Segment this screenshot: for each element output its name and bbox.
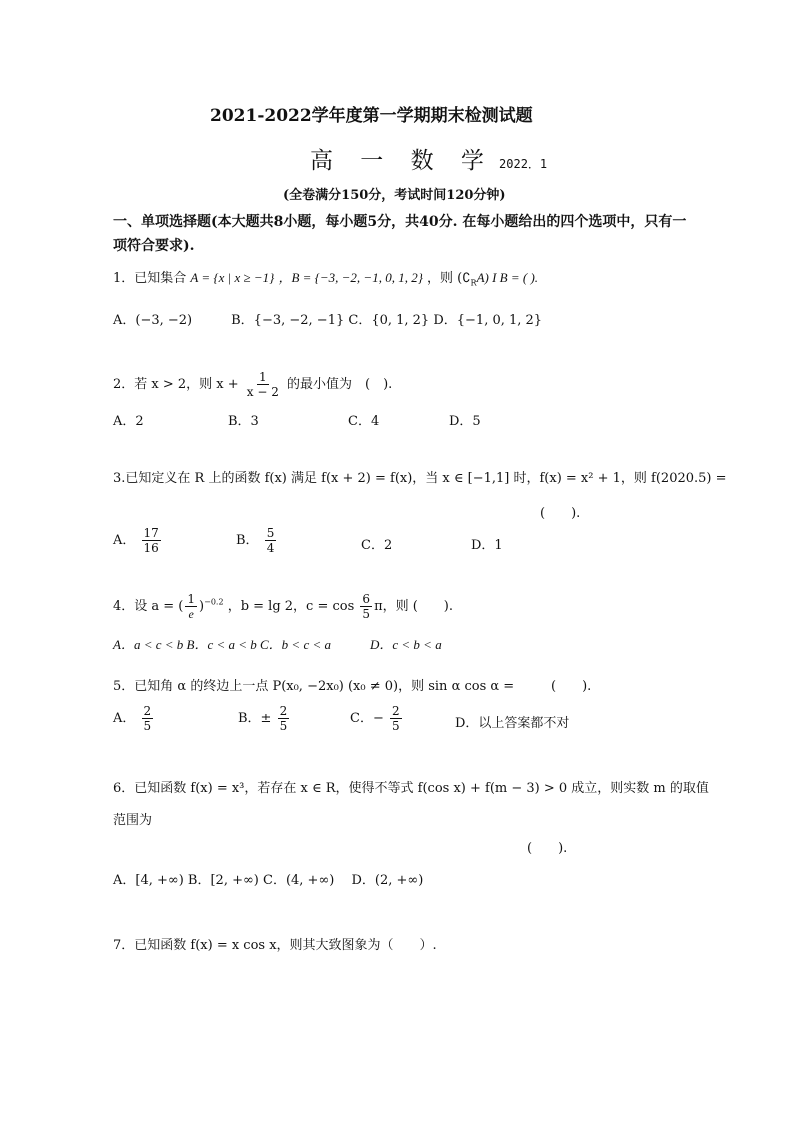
question-5-option-d: D．以上答案都不对 [455, 716, 570, 731]
question-6-bracket: ( ). [527, 841, 568, 856]
question-3-stem: 3.已知定义在 R 上的函数 f(x) 满足 f(x + 2) = f(x)，当 x ∈ [−1,1] 时，f(x) = x² + 1，则 f(2020.5) = [113, 471, 727, 486]
question-3-option-a: A． $\frac{17}{16}$ [113, 526, 159, 555]
question-2-option-b: B．3 [228, 414, 259, 429]
question-2-option-d: D．5 [449, 414, 481, 429]
question-5-option-c: C．− $\frac{2}{5}$ [350, 704, 400, 733]
question-2-option-a: A．2 [113, 414, 144, 429]
question-6-options: A．[4, +∞) B．[2, +∞) C．(4, +∞) D．(2, +∞) [113, 873, 424, 888]
question-5-option-b: B．± $\frac{2}{5}$ [238, 704, 288, 733]
question-4-options: A．a < c < b B．c < a < b C．b < c < a D．c < b < a [113, 637, 442, 652]
question-7-stem: 7．已知函数 f(x) = x cos x，则其大致图象为（ ）. [113, 938, 437, 953]
question-3-option-d: D．1 [471, 538, 503, 553]
question-3-option-b: B． $\frac{5}{4}$ [236, 526, 275, 555]
question-3-option-c: C．2 [361, 538, 393, 553]
section-heading-line2: 项符合要求). [113, 238, 195, 254]
question-2-option-c: C．4 [348, 414, 380, 429]
subject-title: 高 一 数 学 [310, 148, 494, 174]
question-1-options: A．(−3, −2) B．{−3, −2, −1} C．{0, 1, 2} D．{−1, 0, 1, 2} [113, 313, 543, 328]
question-5-stem: 5．已知角 α 的终边上一点 P(x₀, −2x₀) (x₀ ≠ 0)，则 sin α cos α = [113, 679, 515, 694]
question-6-stem: 6．已知函数 f(x) = x³，若存在 x ∈ R，使得不等式 f(cos x) + f(m − 3) > 0 成立，则实数 m 的取值 [113, 781, 709, 796]
section-heading-line1: 一、单项选择题(本大题共8小题，每小题5分，共40分. 在每小题给出的四个选项中，只有一 [113, 214, 687, 230]
question-5-option-a: A． $\frac{2}{5}$ [113, 704, 152, 733]
exam-note: (全卷满分150分，考试时间120分钟) [283, 188, 506, 203]
question-4-stem: 4．设 a = ( $\frac{1}{e}$ )$^{-0.2}$ ，b = lg 2，c = cos $\frac{6}{5}$ π，则 ( ). [113, 592, 454, 621]
exam-date: 2022．1 [499, 157, 548, 171]
question-3-bracket: ( ). [540, 506, 581, 521]
question-5-bracket: ( ). [551, 679, 592, 694]
exam-title: 2021-2022学年度第一学期期末检测试题 [210, 106, 533, 126]
subtitle-row [310, 142, 547, 175]
question-2-fraction: $\frac{1}{x - 2}$ [246, 370, 279, 399]
question-1-stem: 1．已知集合 A = {x | x ≥ −1} ，B = {−3, −2, −1, 0, 1, 2} ，则 $(∁_RA)$ I B = ( ). [113, 270, 539, 288]
question-2-stem: 2．若 x > 2，则 x + $\frac{1}{x - 2}$ 的最小值为 ( ). [113, 370, 393, 399]
question-6-stem-line2: 范围为 [113, 813, 153, 828]
